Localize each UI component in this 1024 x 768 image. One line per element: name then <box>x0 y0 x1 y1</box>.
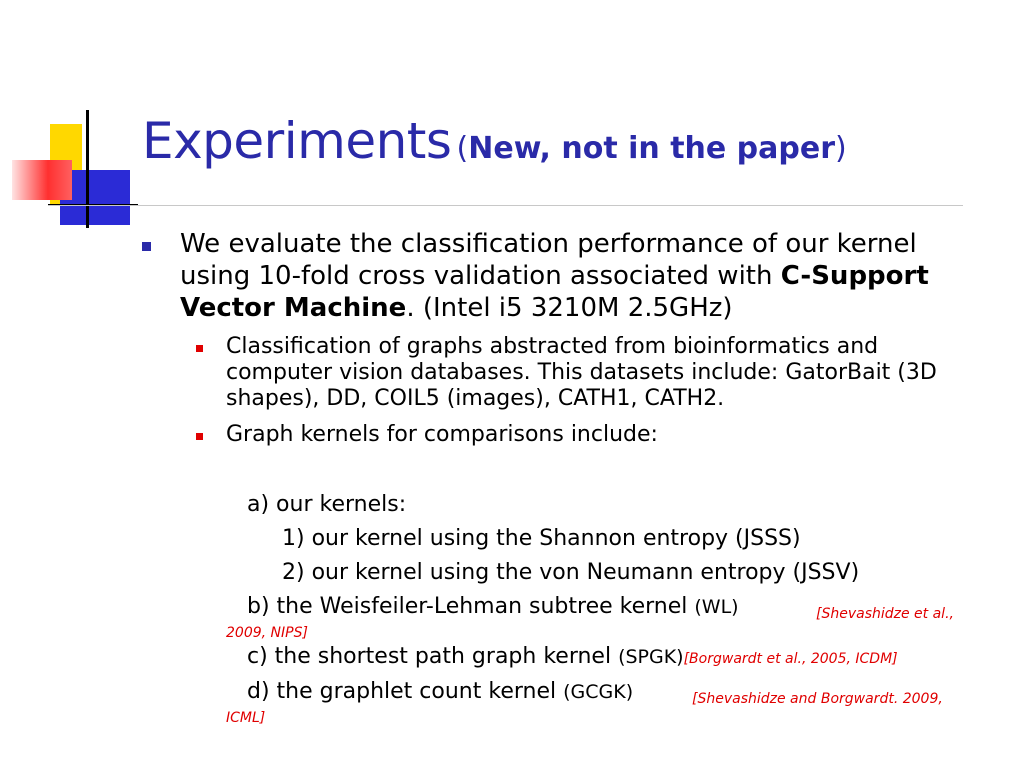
title-main: Experiments <box>142 112 452 170</box>
kernel-b-main: b) the Weisfeiler-Lehman subtree kernel <box>247 594 695 619</box>
kernel-c-main: c) the shortest path graph kernel <box>247 644 619 669</box>
kernel-a1: 1) our kernel using the Shannon entropy (JSSS) <box>282 526 801 551</box>
kernel-d-cite-part2: ICML] <box>226 710 266 726</box>
title-paren-close: ) <box>835 131 847 166</box>
kernel-d-cite-part1: [Shevashidze and Borgwardt. 2009, <box>692 691 943 707</box>
kernel-b-cite-part1: [Shevashidze et al., <box>816 606 954 622</box>
bullet2-text: Classification of graphs abstracted from bioinformatics and computer vision databases. This datasets include: GatorBait (3D shapes), DD, COIL5 (images), CATH1, CATH2. <box>226 334 937 411</box>
title-paren-open: ( <box>456 131 469 166</box>
kernel-c-abbr: (SPGK) <box>618 646 684 668</box>
logo-red-square <box>12 160 72 200</box>
title-divider <box>48 205 963 206</box>
bullet-square-icon <box>142 242 151 251</box>
kernel-b-cite-part2: 2009, NIPS] <box>226 625 308 641</box>
kernel-c <box>247 644 898 672</box>
kernel-d-abbr: (GCGK) <box>563 681 634 703</box>
kernel-a2: 2) our kernel using the von Neumann entropy (JSSV) <box>282 560 860 585</box>
kernel-c-cite: [Borgwardt et al., 2005, ICDM] <box>683 651 898 667</box>
bullet-square-icon <box>196 433 203 440</box>
bullet-level1 <box>180 228 970 324</box>
bullet3-text: Graph kernels for comparisons include: <box>226 422 658 447</box>
bullet1-text-post: . (Intel i5 3210M 2.5GHz) <box>406 293 733 323</box>
bullet1-text-pre: We evaluate the classification performance of our kernel using 10-fold cross validation associated with <box>180 229 917 291</box>
kernel-d-main: d) the graphlet count kernel <box>247 679 564 704</box>
kernel-b-abbr: (WL) <box>694 596 739 618</box>
logo-vertical-line <box>86 110 89 228</box>
bullet-level2-datasets <box>226 334 976 412</box>
kernel-a: a) our kernels: <box>247 492 407 517</box>
bullet-level2-kernels <box>226 422 976 448</box>
title-subtitle: New, not in the paper <box>468 131 836 166</box>
decorative-logo <box>0 0 140 240</box>
slide-content <box>180 228 980 448</box>
slide-title <box>142 112 847 170</box>
kernel-d <box>247 679 633 705</box>
bullet1-text-bold: C-Support Vector Machine <box>180 261 929 323</box>
bullet-square-icon <box>196 345 203 352</box>
kernel-b <box>247 594 739 620</box>
